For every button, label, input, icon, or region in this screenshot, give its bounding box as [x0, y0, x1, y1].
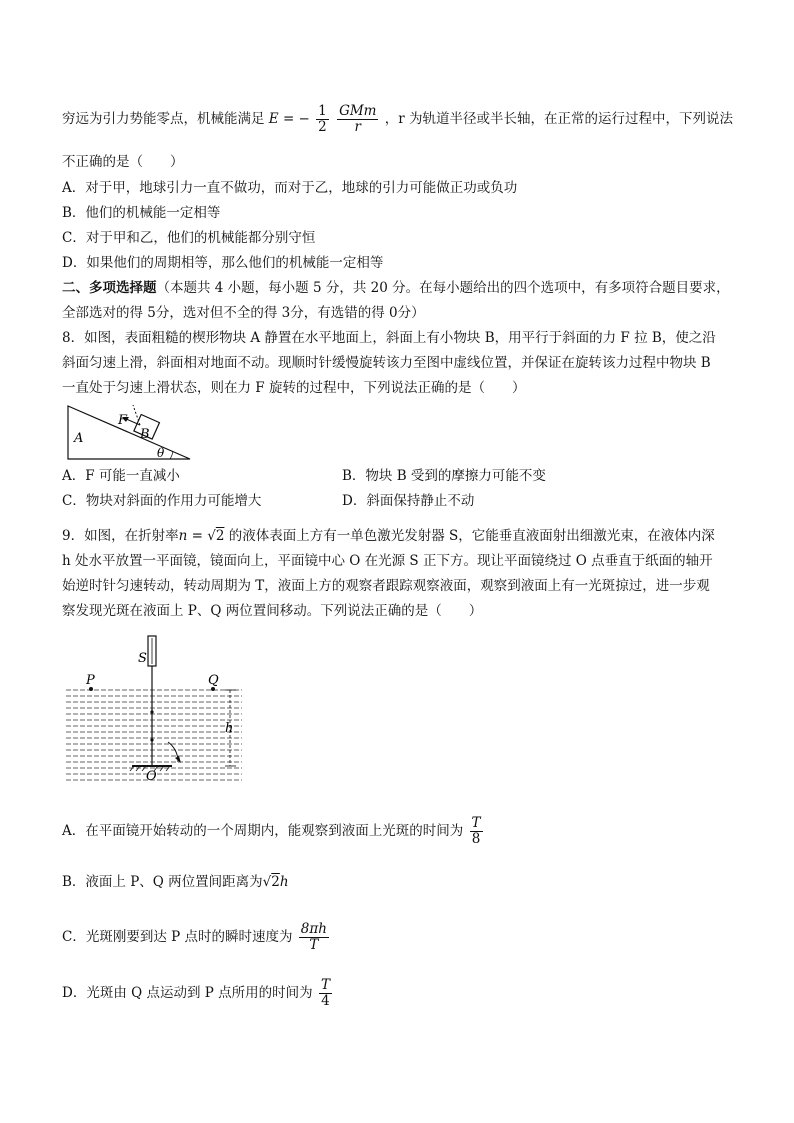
q9-option-c: C．光斑刚要到达 P 点时的瞬时速度为 $\frac{8\pi h}{T}$ [62, 921, 327, 953]
gmm-fraction: $\frac{\text{GMm}}{r}$ [339, 103, 377, 135]
q7-option-a: A．对于甲，地球引力一直不做功，而对于乙，地球的引力可能做正功或负功 [62, 180, 518, 196]
q8-option-b: B．物块 B 受到的摩擦力可能不变 [342, 468, 546, 484]
q9-line4: 察发现光斑在液面上 P、Q 两位置间移动。下列说法正确的是（ ） [62, 603, 483, 619]
q7-option-b: B．他们的机械能一定相等 [62, 205, 221, 221]
q7-option-d: D．如果他们的周期相等，那么他们的机械能一定相等 [62, 255, 384, 271]
t-over-4: $\frac{T}{4}$ [320, 977, 330, 1009]
label-q: Q [208, 673, 219, 688]
wedge-a [68, 406, 190, 459]
q7-text: 穷远为引力势能零点，机械能满足 [62, 111, 265, 127]
q8-line3: 一直处于匀速上滑状态，则在力 F 旋转的过程中，下列说法正确的是（ ） [62, 380, 526, 396]
q9-line1: 9．如图，在折射率n = √2 的液体表面上方有一单色激光发射器 S，它能垂直液面射出细激光束，在液体内深 [62, 528, 715, 544]
energy-symbol: E [268, 111, 279, 127]
q9-line2: h 处水平放置一平面镜，镜面向上，平面镜中心 O 在光源 S 正下方。现让平面镜绕过 O 点垂直于纸面的轴开 [62, 553, 713, 569]
label-o: O [146, 769, 157, 782]
section2-line1 [62, 278, 730, 298]
equals-minus: = − [278, 111, 310, 127]
label-f: F [118, 413, 128, 428]
q7-line2: 不正确的是（ ） [62, 154, 184, 170]
section2-line2: 全部选对的得 5分，选对但不全的得 3分，有选错的得 0分） [62, 305, 425, 321]
label-p: P [86, 673, 95, 688]
q7-text-post: ，r 为轨道半径或半长轴，在正常的运行过程中，下列说法 [384, 111, 734, 127]
q8-option-a: A．F 可能一直减小 [62, 468, 180, 484]
half-fraction: $\frac{1}{2}$ [318, 103, 327, 135]
q7-option-c: C．对于甲和乙，他们的机械能都分别守恒 [62, 230, 316, 246]
angle-arc [170, 451, 173, 459]
q9-option-a: A．在平面镜开始转动的一个周期内，能观察到液面上光斑的时间为 $\frac{T}{8}$ [62, 815, 481, 847]
refractive-index-symbol: n [178, 528, 188, 544]
q9-option-d: D．光斑由 Q 点运动到 P 点所用的时间为 $\frac{T}{4}$ [62, 977, 330, 1009]
q8-option-d: D．斜面保持静止不动 [342, 493, 475, 509]
label-s: S [138, 651, 147, 666]
q8-line2: 斜面匀速上滑，斜面相对地面不动。现顺时针缓慢旋转该力至图中虚线位置，并保证在旋转该力过程中物块 B [62, 355, 711, 371]
q7-line1 [62, 104, 733, 135]
label-theta: θ [157, 446, 165, 460]
section2-desc: （本题共 4 小题，每小题 5 分，共 20 分。在每小题给出的四个选项中，有多项符合题目要求， [156, 280, 730, 296]
q8-line1: 8．如图，表面粗糙的楔形物块 A 静置在水平地面上，斜面上有小物块 B，用平行于斜面的力 F 拉 B，使之沿 [62, 330, 716, 346]
sqrt-two: 2 [215, 528, 225, 544]
label-b: B [140, 427, 150, 442]
velocity-fraction: $\frac{8\pi h}{T}$ [300, 921, 327, 953]
q9-line3: 始逆时针匀速转动，转动周期为 T，液面上方的观察者跟踪观察液面，观察到液面上有一光斑掠过，进一步观 [62, 578, 710, 594]
t-over-8: $\frac{T}{8}$ [471, 815, 481, 847]
q9-option-b: B．液面上 P、Q 两位置间距离为√2h [62, 874, 289, 890]
section2-title: 二、多项选择题 [62, 280, 157, 296]
q8-figure [60, 402, 200, 462]
label-h: h [225, 721, 234, 736]
q8-option-c: C．物块对斜面的作用力可能增大 [62, 493, 262, 509]
label-a: A [74, 431, 84, 446]
q9-figure [60, 632, 250, 782]
